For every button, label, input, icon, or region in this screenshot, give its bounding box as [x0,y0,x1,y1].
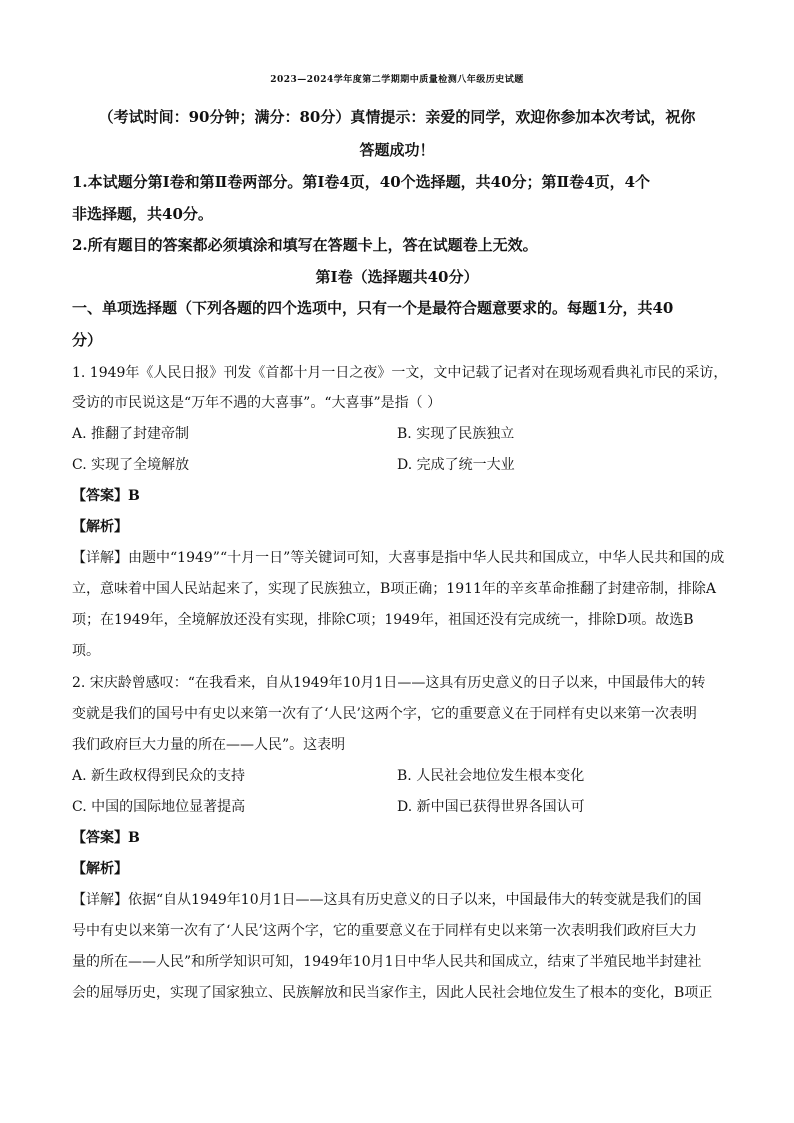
instruction-1-line-1: 1.本试题分第Ⅰ卷和第Ⅱ卷两部分。第Ⅰ卷4页，40个选择题，共40分；第Ⅱ卷4页，4个 [72,173,651,191]
volume-title: 第Ⅰ卷（选择题共40分） [315,268,479,286]
instruction-1-line-2: 非选择题，共40分。 [72,205,213,223]
q1-detail-line-3: 项；在1949年，全境解放还没有实现，排除C项；1949年，祖国还没有完成统一，排除D项。故选B [72,612,694,628]
q1-detail-line-2: 立，意味着中国人民站起来了，实现了民族独立，B项正确；1911年的辛亥革命推翻了封建帝制，排除A [72,581,717,597]
part-heading-line-1: 一、单项选择题（下列各题的四个选项中，只有一个是最符合题意要求的。每题1分，共40 [72,299,674,317]
exam-info-line-2: 答题成功！ [359,141,435,159]
q2-analysis-label: 【解析】 [72,861,128,877]
q2-stem-line-3: 我们政府巨大力量的所在——人民”。这表明 [72,737,346,753]
exam-info-line-1: （考试时间：90分钟；满分：80分）真情提示：亲爱的同学，欢迎你参加本次考试，祝你 [98,108,696,126]
part-heading-line-2: 分） [72,331,103,349]
q2-option-c: C. 中国的国际地位显著提高 [72,799,246,815]
q2-detail-line-2: 号中有史以来第一次有了‘人民’这两个字，它的重要意义在于同样有史以来第一次表明我们政府巨大力 [72,923,697,939]
q1-option-a: A. 推翻了封建帝制 [72,426,190,442]
q2-option-b: B. 人民社会地位发生根本变化 [397,768,585,784]
q2-detail-line-1: 【详解】依据“自从1949年10月1日——这具有历史意义的日子以来，中国最伟大的转变就是我们的国 [72,892,702,908]
q2-stem-line-2: 变就是我们的国号中有史以来第一次有了‘人民’这两个字，它的重要意义在于同样有史以来第一次表明 [72,706,697,722]
q2-answer: 【答案】B [72,830,140,846]
q1-stem-line-2: 受访的市民说这是“万年不遇的大喜事”。“大喜事”是指（ ） [72,395,442,411]
q1-option-d: D. 完成了统一大业 [397,457,515,473]
q2-detail-line-4: 会的屈辱历史，实现了国家独立、民族解放和民当家作主，因此人民社会地位发生了根本的变化，B项正 [72,985,713,1001]
q1-option-b: B. 实现了民族独立 [397,426,515,442]
q1-analysis-label: 【解析】 [72,519,128,535]
q1-detail-line-1: 【详解】由题中“1949”“十月一日”等关键词可知，大喜事是指中华人民共和国成立，中华人民共和国的成 [72,550,725,566]
q1-stem-line-1: 1. 1949年《人民日报》刊发《首都十月一日之夜》一文，文中记载了记者对在现场观看典礼市民的采访， [72,365,728,381]
q1-answer: 【答案】B [72,488,140,504]
page-title: 2023—2024学年度第二学期期中质量检测八年级历史试题 [270,75,524,85]
q1-option-c: C. 实现了全境解放 [72,457,190,473]
instruction-2: 2.所有题目的答案都必须填涂和填写在答题卡上，答在试题卷上无效。 [72,236,538,254]
q2-option-d: D. 新中国已获得世界各国认可 [397,799,585,815]
q2-detail-line-3: 量的所在——人民”和所学知识可知，1949年10月1日中华人民共和国成立，结束了半殖民地半封建社 [72,954,702,970]
q2-option-a: A. 新生政权得到民众的支持 [72,768,246,784]
q1-detail-line-4: 项。 [72,643,100,659]
q2-stem-line-1: 2. 宋庆龄曾感叹：“在我看来，自从1949年10月1日——这具有历史意义的日子以来，中国最伟大的转 [72,675,706,691]
